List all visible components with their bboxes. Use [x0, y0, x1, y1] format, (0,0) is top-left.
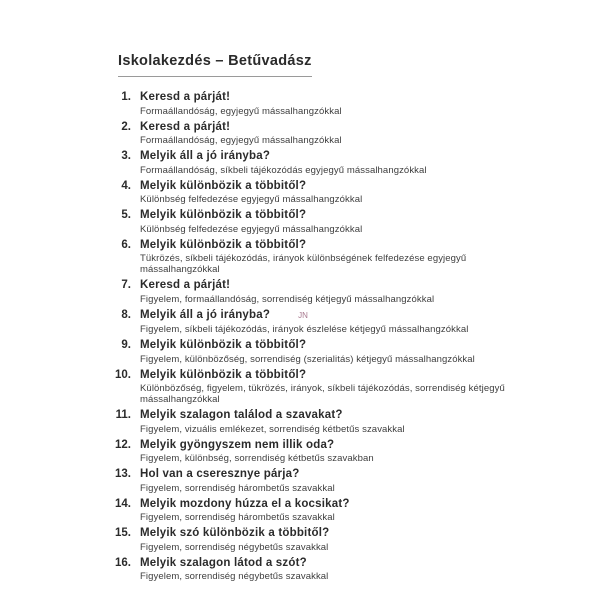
item-body: [140, 308, 510, 336]
list-item: [109, 526, 510, 553]
list-item: [109, 208, 510, 235]
item-title: Keresd a párját!: [140, 279, 231, 291]
item-description: Különbség felfedezése egyjegyű mássalhangzókkal: [140, 194, 363, 205]
item-number: 6.: [121, 238, 131, 251]
item-number: 4.: [121, 179, 131, 192]
item-number: 8.: [121, 308, 131, 321]
list-item: [109, 179, 510, 206]
item-number: 9.: [121, 339, 131, 351]
item-number: 13.: [115, 468, 131, 480]
item-number: 14.: [115, 497, 131, 510]
item-number: 3.: [121, 150, 131, 162]
item-title: Melyik különbözik a többitől?: [140, 368, 307, 381]
item-title: Keresd a párját!: [140, 91, 231, 103]
item-description: Formaállandóság, egyjegyű mássalhangzókkal: [140, 135, 342, 146]
item-number: 11.: [115, 409, 131, 421]
item-body: [140, 338, 510, 365]
list-item: [109, 408, 510, 435]
item-description: Figyelem, síkbeli tájékozódás, irányok észlelése kétjegyű mássalhangzókkal: [140, 324, 469, 335]
item-description: Figyelem, sorrendiség négybetűs szavakkal: [140, 571, 329, 582]
item-number: 1.: [121, 91, 131, 103]
item-title: Melyik szó különbözik a többitől?: [140, 527, 330, 539]
handwritten-annotation: JN: [298, 310, 308, 320]
item-description: mássalhangzókkal: [140, 264, 220, 275]
item-title: Melyik mozdony húzza el a kocsikat?: [140, 497, 350, 510]
item-title: Melyik különbözik a többitől?: [140, 238, 307, 251]
list-item: [109, 149, 510, 176]
item-body: [140, 278, 510, 305]
item-title: Hol van a cseresznye párja?: [140, 468, 300, 480]
item-body: [140, 368, 510, 406]
list-item: [109, 556, 510, 583]
item-body: [140, 120, 510, 147]
item-description: mássalhangzókkal: [140, 394, 220, 405]
item-body: [140, 208, 510, 235]
item-number: 16.: [115, 556, 131, 569]
list-item: [109, 338, 510, 365]
item-description: Figyelem, sorrendiség négybetűs szavakkal: [140, 541, 329, 553]
item-title: Melyik szalagon találod a szavakat?: [140, 409, 343, 421]
item-title: Melyik áll a jó irányba?: [140, 308, 271, 321]
item-body: [140, 438, 510, 465]
item-title: Keresd a párját!: [140, 120, 231, 133]
item-title: Melyik gyöngyszem nem illik oda?: [140, 438, 335, 451]
item-number: 15.: [115, 527, 131, 539]
item-number: 7.: [121, 279, 131, 291]
item-description: Különbözőség, figyelem, tükrözés, irányok, síkbeli tájékozódás, sorrendiség kétjegyű: [140, 383, 505, 394]
item-title: Melyik szalagon látod a szót?: [140, 556, 307, 569]
list-item: [109, 238, 510, 276]
item-title: Melyik különbözik a többitől?: [140, 339, 307, 351]
item-body: [140, 238, 510, 276]
exercise-list: [109, 90, 510, 582]
item-description: Formaállandóság, egyjegyű mássalhangzókkal: [140, 105, 342, 117]
item-number: 10.: [115, 368, 131, 381]
list-item: [109, 120, 510, 147]
list-item: [109, 438, 510, 465]
item-title: Melyik áll a jó irányba?: [140, 150, 271, 162]
item-description: Figyelem, különbség, sorrendiség kétbetűs szavakban: [140, 453, 374, 464]
item-body: [140, 526, 510, 553]
page-title: Iskolakezdés – Betűvadász: [118, 53, 312, 77]
item-description: Figyelem, különbözőség, sorrendiség (szerialitás) kétjegyű mássalhangzókkal: [140, 353, 475, 365]
list-item: [109, 308, 510, 336]
item-body: [140, 497, 510, 524]
list-item: [109, 278, 510, 305]
item-description: Figyelem, formaállandóság, sorrendiség kétjegyű mássalhangzókkal: [140, 293, 435, 305]
item-description: Formaállandóság, síkbeli tájékozódás egyjegyű mássalhangzókkal: [140, 164, 427, 176]
list-item: [109, 90, 510, 117]
item-description: Figyelem, vizuális emlékezet, sorrendiség kétbetűs szavakkal: [140, 423, 405, 435]
item-description: Figyelem, sorrendiség hárombetűs szavakkal: [140, 482, 335, 494]
item-body: [140, 179, 510, 206]
item-description: Tükrözés, síkbeli tájékozódás, irányok különbségének felfedezése egyjegyű: [140, 253, 467, 264]
item-body: [140, 556, 510, 583]
item-description: Figyelem, sorrendiség hárombetűs szavakkal: [140, 512, 335, 523]
item-title: Melyik különbözik a többitől?: [140, 209, 307, 221]
item-description: Különbség felfedezése egyjegyű mássalhangzókkal: [140, 223, 363, 235]
item-body: [140, 408, 510, 435]
item-body: [140, 467, 510, 494]
list-item: [109, 467, 510, 494]
item-title: Melyik különbözik a többitől?: [140, 179, 307, 192]
list-item: [109, 497, 510, 524]
item-number: 2.: [121, 120, 131, 133]
item-body: [140, 149, 510, 176]
item-body: [140, 90, 510, 117]
item-number: 12.: [115, 438, 131, 451]
list-item: [109, 368, 510, 406]
item-number: 5.: [121, 209, 131, 221]
